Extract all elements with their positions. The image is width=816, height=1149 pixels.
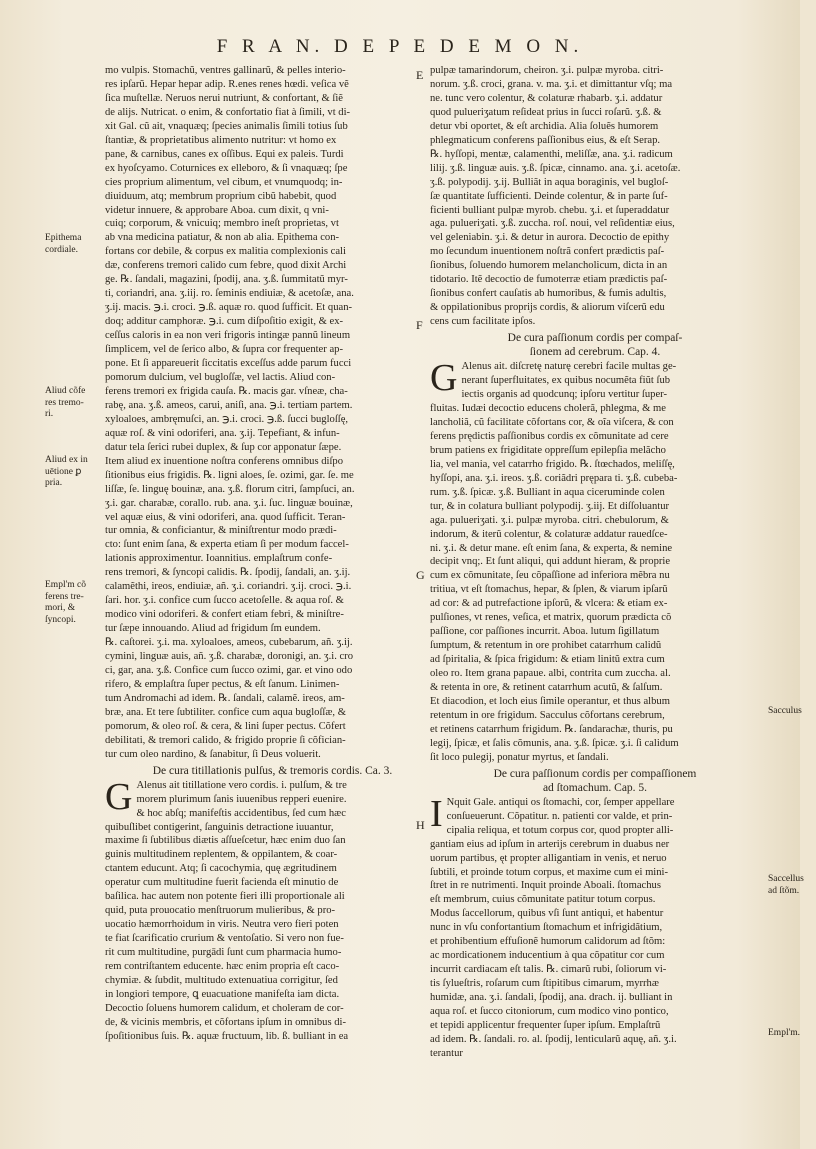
text-line: ℞. caſtorei. ʒ.i. ma. xyloaloes, ameos, cubebarum, añ. ʒ.ij.: [105, 637, 353, 649]
text-line: detur vbi oportet, & eſt archidia. Alia ſoluẽs humorem: [430, 120, 659, 132]
text-line: quod pulueriʒatum reſideat prius in ſucci roſarũ. ʒ.ß. &: [430, 106, 662, 118]
text-line: pomorum, & oleo roſ. & cera, & lini ſuper pectus. Cõfert: [105, 720, 346, 732]
text-line: modico vini odoriferi. & confert etiam febri, & miniſtre-: [105, 609, 344, 621]
margin-note-line: uētione ꝑ: [45, 466, 82, 477]
text-line: tidotario. Itẽ decoctio de fumoterræ etiam prædictis paſ-: [430, 274, 668, 286]
left-column: [105, 64, 440, 1044]
text-line: ge. ℞. ſandali, magazini, ſpodij, ana. ʒ.ß. ſummitatũ myr-: [105, 274, 348, 286]
text-line: ℞. hyſſopi, mentæ, calamenthi, meliſſæ, ana. ʒ.i. radicum: [430, 148, 673, 160]
text-line: rit cum multitudine, purgādi ſunt cum pharmacia humo-: [105, 947, 342, 959]
text-line: ci, gar, ana. ʒ.ß. Confice cum ſucco ozimi, gar. et vino odo: [105, 664, 353, 676]
margin-note-line: res tremo-: [45, 397, 84, 408]
text-line: fluitas. Iudæi decoctio educens cholerã, phlegma, & me: [430, 402, 666, 414]
right-column: [430, 64, 760, 1061]
margin-note-aliud-tremo: [45, 386, 93, 421]
margin-note-line: ſyncopi.: [45, 614, 76, 625]
text-line: de, & vicinis membris, et cõfortans ipſum in omnibus di-: [105, 1016, 346, 1028]
text-line: indorum, & iterũ colentur, & colaturæ addatur rauedſce-: [430, 528, 668, 540]
text-line: & retenta in ore, & retinent catarrhum acutũ, & ſalſum.: [430, 682, 663, 694]
text-line: tur omnia, & conficiantur, & miniſtrentur modo prædi-: [105, 525, 337, 537]
text-line: datur tela ſerici rubei duplex, & ſup cor apponatur ſæpe.: [105, 441, 342, 453]
margin-note-line: cordiale.: [45, 244, 78, 255]
text-line: rens tremori, & ſyncopi calidis. ℞. ſpodij, ſandali, an. ʒ.ij.: [105, 567, 351, 579]
running-head: F R A N. D E P E D E M O N.: [216, 36, 584, 57]
text-line: ſubtili, et proinde totum corpus, et maxime cum ei mini-: [430, 866, 669, 878]
text-line: gantiam eius ad ipſum in arterijs cerebrum in duabus ner: [430, 838, 670, 850]
text-line: & hoc abſq; manifeſtis accidentibus, ſed cum hæc: [136, 807, 346, 819]
text-line: Decoctio ſoluens humorem calidum, et choleram de cor-: [105, 1002, 344, 1014]
text-line: ab vna medicina patiatur, & non ab alia. Epithema con-: [105, 232, 340, 244]
right-block2-rest: [430, 402, 760, 765]
text-line: videtur innuere, & approbare Aboa. cum dixit, q vni-: [105, 204, 329, 216]
signature-letter-f: F: [416, 318, 423, 332]
text-line: oleo ro. Item grana papaue. albi, contrita cum zuccha. al.: [430, 668, 671, 680]
text-line: de alijs. Nutricat. o enim, & confortatio fiat à ſimili, vt di-: [105, 106, 351, 118]
text-line: ſitionibus eius frigidis. ℞. ligni aloes, ſe. ozimi, gar. ſe. me: [105, 469, 354, 481]
text-line: uorum partibus, ęt propter alligantiam in venis, et neruo: [430, 852, 667, 864]
margin-note-line: ferens tre-: [45, 591, 84, 602]
text-line: tritiua, vt eſt ſtomachus, hepar, & ſplen, & viarum ipſarũ: [430, 584, 668, 596]
text-line: tis ſylueſtris, roſarum cum ſtipitibus cimarum, myrrhæ: [430, 978, 659, 990]
text-line: ne. tunc vero colentur, & colaturæ rhabarb. ʒ.i. addatur: [430, 92, 663, 104]
text-line: vel aquæ eius, & vini odoriferi, ana. quod ſufficit. Teran-: [105, 511, 346, 523]
margin-note-emplastrum: [45, 580, 93, 626]
text-line: mo vulpis. Stomachũ, ventres gallinarũ, & pelles interio-: [105, 65, 346, 76]
text-line: pulſiones, vt renes, veſica, et matrix, quorum prædicta cõ: [430, 612, 672, 624]
text-line: ex hyoſcyamo. Coturnices ex elleboro, & ſi vnaquæq; ſpe: [105, 162, 348, 174]
text-line: morem plurimum ſanis iuuenibus repperi euenire.: [136, 793, 347, 805]
text-line: res ipſarũ. Hepar hepar adip. R.enes renes hœdi. veſica vẽ: [105, 78, 349, 90]
text-line: et retinens catarrhum frigidum. ℞. ſandarachæ, thuris, pu: [430, 723, 673, 735]
text-line: rifero, & emplaſtra ſuper pectus, & eſt ſanum. Linimen-: [105, 678, 340, 690]
text-line: quibuſlibet contigerint, ſanguinis detractione iuuantur,: [105, 821, 334, 833]
text-line: te fiat ſcarificatio crurium & ventoſatio. Si vero non fue-: [105, 933, 344, 945]
text-line: xit Gal. cũ ait, vnaquæq; ſpecies animalis ſimili totius ſub: [105, 120, 348, 132]
text-line: ad ſpiritalia, & ſpica frigidum: & etiam linitũ extra cum: [430, 654, 665, 666]
margin-note-epithema: [45, 233, 93, 256]
heading-cap4-line2: ſionem ad cerebrum. Cap. 4.: [529, 346, 661, 359]
right-block1: [430, 64, 760, 329]
text-line: ferens tremori ex frigida cauſa. ℞. macis gar. vſneæ, cha-: [105, 385, 348, 397]
text-line: legij, ſpicæ, et ſalis cõmunis, ana. ʒ.ß. ſpicæ. ʒ.i. ſi calidum: [430, 737, 679, 749]
text-line: terantur: [430, 1047, 463, 1059]
right-block3: [430, 792, 760, 838]
text-line: lia, vel mania, vel catarrho frigido. ℞. ſtœchados, meliſſę,: [430, 458, 675, 470]
text-line: ac mordicationem inducentium à qua cõpatitur cor cum: [430, 950, 665, 962]
text-line: baſilica. hac autem non potente fieri illi proportionale ali: [105, 891, 345, 903]
text-line: tum Andromachi ad idem. ℞. ſandali, calamẽ. ireos, am-: [105, 692, 345, 704]
heading-cap5-line1: De cura paſſionum cordis per compaſſionem: [493, 767, 697, 780]
text-line: lilij. ʒ.ß. linguæ auis. ʒ.ß. ſpicæ, cinnamo. ana. ʒ.i. acetoſæ.: [430, 162, 681, 174]
margin-note-line: Empl'm cõ: [45, 580, 87, 590]
text-line: ʒ.ß. polypodij. ʒ.ij. Bulliãt in aqua boraginis, vel bugloſ-: [430, 176, 669, 188]
text-line: ʒ.i. gar. charabæ, corallo. rub. ana. ʒ.i. ſuc. linguæ bouinæ,: [105, 497, 353, 509]
text-line: debilitati, & tremori calido, & frigido proprie ſi cõfician-: [105, 734, 346, 746]
margin-note-line: Epithema: [45, 233, 82, 243]
text-line: liſſæ, ſe. linguę bouinæ, ana. ʒ.ß. florum citri, ſampſuci, an.: [105, 483, 355, 495]
text-line: vel geleniabin. ʒ.i. & detur in aurora. Decoctio de epithy: [430, 232, 670, 244]
text-line: ſimplicem, vel de ſerico albo, & ſupra cor frequenter ap-: [105, 344, 343, 356]
text-line: brum patiens ex frigiditate oppreſſum epilepſia melãcho: [430, 444, 666, 456]
margin-note-line: ri.: [45, 409, 54, 419]
text-line: Et diacodion, et loch eius ſimile operantur, et thus album: [430, 695, 670, 707]
right-heading-cap5: [430, 767, 760, 795]
text-line: aga. pulueriʒati. ʒ.i. pulpæ myroba. citri. chebulorum, &: [430, 514, 669, 526]
text-line: calamẽthi, ireos, endiuiæ, añ. ʒ.i. coriandri. ʒ.ij. croci. ℈.i.: [105, 581, 352, 593]
text-line: aga. pulueriʒati. ʒ.ß. zuccha. roſ. noui, vel reſidentiæ eius,: [430, 218, 675, 230]
text-line: ceſſus caloris in ea non veri frigoris intingæ pannũ lineum: [105, 330, 351, 342]
text-line: ſæ quantitate ſufficienti. Deinde colentur, & in parte ſuf-: [430, 190, 668, 202]
margin-note-saccellus: [768, 874, 816, 897]
text-line: ctantem educunt. Atq; ſi cacochymia, quę ægritudinem: [105, 863, 337, 875]
margin-note-line: ad ſtõm.: [768, 885, 800, 896]
text-line: & oppilationibus proprijs cordis, & aliorum viſcerũ edu: [430, 302, 665, 314]
text-line: guinis multitudinem replentem, & oppilantem, & coar-: [105, 849, 338, 861]
text-line: retentum in ore frigidum. Sacculus cõfortans cerebrum,: [430, 709, 665, 721]
dropcap-i-right: I: [430, 792, 443, 835]
text-line: norum. ʒ.ß. croci, grana. v. ma. ʒ.i. et dimittantur vſq; ma: [430, 78, 673, 90]
text-line: Modus ſaccellorum, quibus vſi ſunt antiqui, et habentur: [430, 908, 664, 920]
text-line: ſumptum, & retentum in ore prohibet catarrhum calidũ: [430, 640, 662, 652]
text-line: ficienti bulliant pulpæ myrob. chebu. ʒ.i. et ſuperaddatur: [430, 204, 670, 216]
margin-note-sacculus: [768, 706, 816, 718]
text-line: ſari. hor. ʒ.i. confice cum ſucco acetoſelle. & aqua roſ. &: [105, 595, 344, 607]
text-line: rem contriſtantem educente. hæc enim propria eſt caco-: [105, 961, 340, 973]
dropcap-g-right: G: [430, 357, 458, 400]
text-line: et prohibentium effuſionẽ humorum calidorum ad ſtõm:: [430, 936, 666, 948]
text-line: eſt membrum, cuius cõmunitate patitur totum corpus.: [430, 894, 656, 906]
text-line: ſpoſitionibus ſuis. ℞. aquæ fructuum, lib. ß. bulliant in ea: [105, 1030, 349, 1042]
text-line: pomorum dulcium, vel bugloſſæ, vel lactis. Aliud con-: [105, 371, 336, 383]
text-line: pane, & carnibus, canes ex oſſibus. Equi ex paleis. Turdi: [105, 148, 344, 160]
margin-note-line: Aliud cõfe: [45, 386, 86, 396]
text-line: ſionibus, ſoluendo humorem melancholicum, dicta in an: [430, 260, 668, 272]
margin-note-line: Empl'm.: [768, 1028, 801, 1038]
text-line: incurrit cardiacam eſt talis. ℞. cimarũ rubi, ſoliorum vi-: [430, 964, 667, 976]
text-line: cens cum facilitate ipſos.: [430, 316, 536, 328]
text-line: decipit vnq;. Et ſunt aliqui, qui addunt hieram, & proprie: [430, 556, 671, 568]
text-line: rabę, ana. ʒ.ß. ameos, carui, aniſi, ana. ℈.i. tertiam partem.: [105, 399, 353, 411]
signature-letter-e: E: [416, 68, 424, 82]
text-line: phlegmaticum conferens paſſionibus eius, & eſt Serap.: [430, 134, 661, 146]
text-line: ad cor: & ad putrefactione ipſorũ, & vlcera: & etiam ex-: [430, 598, 668, 610]
text-line: tur cum oleo nardino, & ſanabitur, ſi Deus voluerit.: [105, 748, 321, 760]
text-line: rum. ʒ.ß. ſpicæ. ʒ.ß. Bulliant in aqua ciceruminde colen: [430, 486, 665, 498]
text-line: diuiduum, atq; membrum proprium cibũ habebit, quod: [105, 190, 337, 202]
text-line: ni. ʒ.i. & detur mane. eſt enim ſana, & experta, & nemine: [430, 542, 673, 554]
left-block2-rest: [105, 821, 440, 1044]
left-block1: [105, 64, 440, 762]
text-line: cuiq; corporum, & vnicuiq; membro ineſt proprietas, vt: [105, 218, 339, 230]
right-block3-rest: [430, 838, 760, 1061]
text-line: uocatio hæmorrhoidum in viris. Neutra vero fieri poten: [105, 919, 339, 931]
right-block2: [430, 357, 760, 402]
text-line: ſionibus confert cauſatis ab humoribus, & fumis adultis,: [430, 288, 667, 300]
text-line: conſueuerunt. Cõpatitur. n. patienti cor valde, et prin-: [446, 810, 673, 822]
text-line: et tepidi applicentur frequenter ſuper ipſum. Emplaſtrũ: [430, 1020, 661, 1031]
dropcap-g-left: G: [105, 775, 133, 818]
text-line: Alenus ait titillatione vero cordis. i. pulſum, & tre: [136, 779, 347, 791]
heading-cap4-line1: De cura paſſionum cordis per compaſ-: [507, 332, 683, 345]
text-line: Item aliud ex inuentione noſtra conferens omnibus diſpo: [105, 455, 344, 467]
text-line: cum ex cõmunitate, ſeu cõpaſſione ad inferiora mẽbra nu: [430, 570, 670, 582]
text-line: humidæ, ana. ʒ.i. ſandali, ſpodij, ana. drach. ij. bulliant in: [430, 992, 673, 1004]
text-line: ſtret in re nutrimenti. Inquit proinde Aboali. ſtomachus: [430, 880, 661, 892]
text-line: ʒ.ij. macis. ℈.i. croci. ℈.ß. aquæ ro. quod ſufficit. Et quan-: [105, 302, 353, 314]
text-line: pulpæ tamarindorum, cheiron. ʒ.i. pulpæ myroba. citri-: [430, 65, 664, 76]
left-block2: [105, 775, 440, 821]
text-line: nunc in vſu confortantium ſtomachum et infrigidãtium,: [430, 922, 663, 934]
text-line: xyloaloes, ambręmuſci, an. ℈.i. croci. ℈.ß. ſucci bugloſſę,: [105, 413, 349, 425]
margin-note-aliud-inventione: [45, 455, 93, 490]
text-line: bræ, ana. Et tere ſubtiliter. confice cum aqua bugloſſæ, &: [105, 706, 346, 718]
margin-note-line: Sacculus: [768, 706, 802, 716]
text-line: ferens prędictis paſſionibus cordis ex cõmunitate ad cere: [430, 430, 669, 442]
text-line: mo ſecundum inuentionem noſtrã confert prædictis paſ-: [430, 246, 665, 258]
text-line: lationis approximentur. Ioannitius. emplaſtrum confe-: [105, 553, 333, 565]
left-heading-cap3: De cura titillationis pulſus, & tremoris cordis. Ca. 3.: [152, 764, 393, 777]
text-line: cymini, linguæ auis, añ. ʒ.ß. charabæ, doronigi, an. ʒ.i. cro: [105, 651, 354, 663]
text-line: maxime ſi ſubtilibus diætis aſſueſcetur, hæc enim duo ſan: [105, 835, 346, 847]
text-line: paſſione, cor paſſiones incurrit. Aboa. lutum ſigillatum: [430, 626, 660, 638]
text-line: in longiori tempore, ꝗ euacuatione manifeſta iam dicta.: [105, 988, 340, 1000]
margin-note-line: mori, &: [45, 603, 76, 613]
text-line: tur ſæpe innouando. Aliud ad frigidum ſm eundem.: [105, 623, 321, 635]
margin-note-line: pria.: [45, 478, 63, 488]
text-line: tur, & in colatura bulliant polypodij. ʒ.iij. Et diſſoluantur: [430, 500, 670, 512]
margin-note-line: Saccellus: [768, 874, 804, 884]
text-line: ad idem. ℞. ſandali. ro. al. ſpodij, lenticularũ aquę, añ. ʒ.i.: [430, 1033, 677, 1045]
margin-note-line: Aliud ex in: [45, 455, 88, 465]
text-line: cipalia reliqua, et totum corpus cor, quod propter alli-: [446, 824, 674, 836]
text-line: nerant ſuperfluitates, ex quibus nocumẽta fiũt ſub: [461, 375, 671, 387]
text-line: ſtantiæ, & proprietatibus alimento nutritur: vt homo ex: [105, 134, 337, 146]
text-line: hyſſopi, ana. ʒ.i. ireos. ʒ.ß. coriãdri prępara ti. ʒ.ß. cubeba-: [430, 472, 678, 484]
text-line: chymiæ. & ſubdit, multitudo extenuatiua corrigitur, ſed: [105, 975, 338, 986]
text-line: pone. Et ſi appareuerit ſiccitatis exceſſus adde parum fucci: [105, 358, 352, 370]
text-line: fortans cor debile, & corpus ex malitia complexionis cali: [105, 246, 346, 258]
signature-letter-g: G: [416, 568, 425, 582]
text-line: iectis organis ad quodcunq; ipſoru vertitur ſuper-: [461, 389, 667, 401]
text-line: quid, puta prouocatio menſtruorum mulieribus, & pro-: [105, 905, 336, 917]
signature-letter-h: H: [416, 818, 425, 832]
right-heading-cap4: [430, 331, 760, 359]
text-line: dæ, conferens tremori calido cum febre, quod dixit Archi: [105, 260, 347, 272]
text-line: doq; additur camphoræ. ℈.i. cum diſpoſitio exigit, & ex-: [105, 316, 344, 328]
text-line: Nquit Gale. antiqui os ſtomachi, cor, ſemper appellare: [446, 796, 675, 808]
heading-cap5-line2: ad ſtomachum. Cap. 5.: [542, 781, 648, 794]
text-line: aquæ roſ. & vini odoriferi, ana. ʒ.ij. Tepefiant, & infun-: [105, 427, 340, 439]
text-line: Alenus ait. diſcretę naturę cerebri facile multas ge-: [461, 361, 677, 373]
text-line: aqua roſ. et ſucco citoniorum, cum modico vino pontico,: [430, 1006, 669, 1018]
text-line: ſica muſtellæ. Neruos nerui nutriunt, & confortant, & ſiẽ: [105, 92, 344, 104]
text-line: operatur cum multitudine fuerit facienda eſt minutio de: [105, 877, 339, 889]
text-line: ſit loco pulegij, ponatur myrtus, et ſandali.: [430, 751, 609, 763]
margin-note-emplm: [768, 1028, 816, 1040]
text-line: lancholiã, cũ facilitate cõfortans cor, & oĩa viſcera, & con: [430, 416, 674, 428]
text-line: cto: ſunt enim ſana, & experta etiam ſi per modum faccel-: [105, 539, 349, 551]
text-line: ti, coriandri, ana. ʒ.iij. ro. ſeminis endiuiæ, & acetoſæ, ana.: [105, 288, 354, 300]
text-line: cies proprium alimentum, vel cibum, et vnumquodq; in-: [105, 176, 343, 188]
